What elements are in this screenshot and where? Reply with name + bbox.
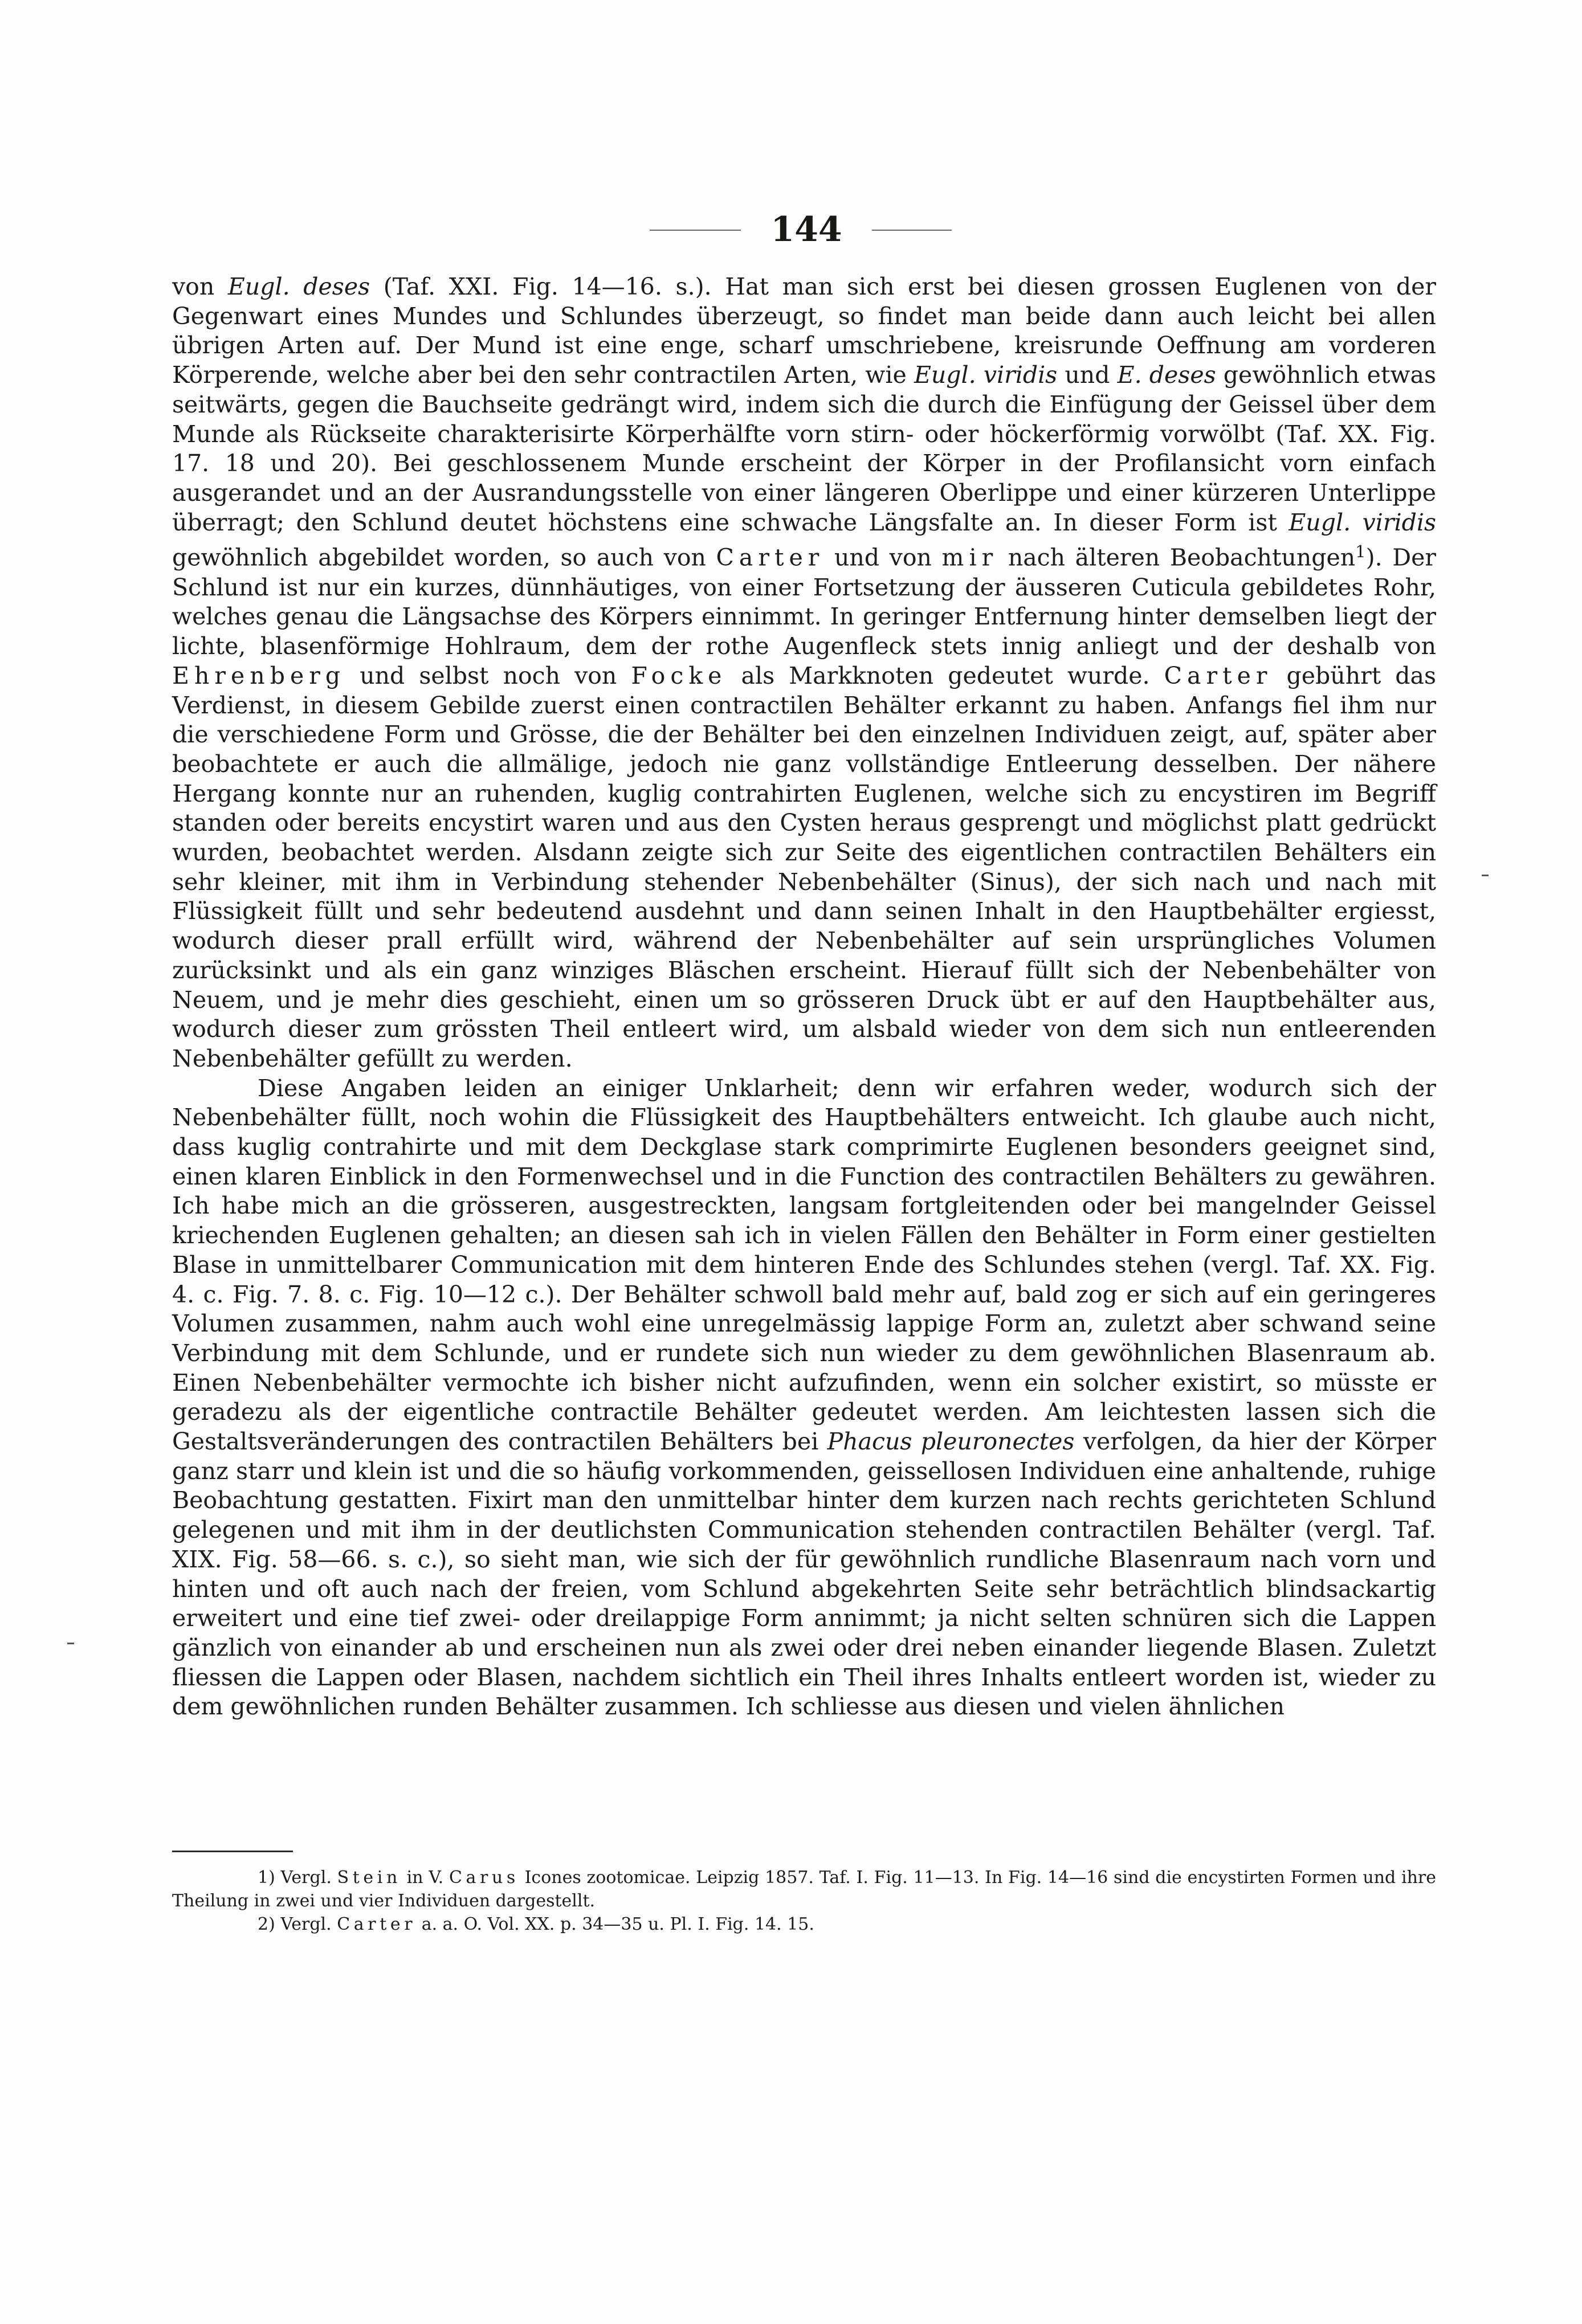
footnote-rule (172, 1851, 293, 1852)
author-name: Focke (631, 661, 727, 689)
text-run: 2) Vergl. (258, 1914, 337, 1934)
body-text (172, 272, 1436, 1722)
author-name: Ehrenberg (172, 661, 346, 689)
species-name: E. deses (1117, 361, 1216, 389)
author-name: Carter (716, 544, 825, 571)
text-run: Diese Angaben leiden an einiger Unklarheit; denn wir erfahren weder, wodurch sich der Nebenbehälter füllt, noch wohin die Flüssigkeit des Hauptbehälters entweicht. Ich glaube auch nicht, dass kuglig contrahirte und mit dem Deckglase stark comprimirte Euglenen besonders geeignet sind, einen klaren Einblick in den Formenwechsel und in die Function des contractilen Behälters zu gewähren. Ich habe mich an die grösseren, ausgestreckten, langsam fortgleitenden oder bei mangelnder Geissel kriechenden Euglenen gehalten; an diesen sah ich in vielen Fällen den Behälter in Form einer gestielten Blase in unmittelbarer Communication mit dem hinteren Ende des Schlundes stehen (vergl. Taf. XX. Fig. 4. c. Fig. 7. 8. c. Fig. 10—12 c.). Der Behälter schwoll bald mehr auf, bald zog er sich auf ein geringeres Volumen zusammen, nahm auch wohl eine unregelmässig lappige Form an, zuletzt aber schwand seine Verbindung mit dem Schlunde, und er rundete sich nun wieder zu dem gewöhnlichen Blasenraum ab. Einen Nebenbehälter vermochte ich bisher nicht aufzufinden, wenn ein solcher existirt, so müsste er geradezu als der eigentliche contractile Behälter gedeutet werden. Am leichtesten lassen sich die Gestaltsveränderungen des contractilen Behälters bei (172, 1074, 1436, 1456)
text-run: a. a. O. Vol. XX. p. 34—35 u. Pl. I. Fig. 14. 15. (416, 1914, 814, 1934)
page-header (0, 210, 1582, 250)
paragraph (172, 1074, 1436, 1722)
text-run: 1) Vergl. (258, 1868, 337, 1888)
text-run: (Taf. XXI. Fig. 14—16. s.). Hat man sich erst bei diesen grossen Euglenen von der Gegenwart eines Mundes und Schlundes überzeugt, so findet man beide dann auch leicht bei allen übrigen Arten auf. Der Mund ist eine enge, scharf umschriebene, kreisrunde Oeffnung am vorderen Körperende, welche aber bei den sehr contractilen Arten, wie (172, 273, 1436, 389)
text-run: gebührt das Verdienst, in diesem Gebilde zuerst einen contractilen Behälter erkannt zu haben. Anfangs fiel ihm nur die verschiedene Form und Grösse, die der Behälter bei den einzelnen Individuen zeigt, auf, später aber beobachtete er auch die allmälige, jedoch nie ganz vollständige Entleerung desselben. Der nähere Hergang konnte nur an ruhenden, kuglig contrahirten Euglenen, welche sich zu encystiren im Begriff standen oder bereits encystirt waren und aus den Cysten heraus gesprengt und möglichst platt gedrückt wurden, beobachtet werden. Alsdann zeigte sich zur Seite des eigentlichen contractilen Behälters ein sehr kleiner, mit ihm in Verbindung stehender Nebenbehälter (Sinus), der sich nach und nach mit Flüssigkeit füllt und sehr bedeutend ausdehnt und dann seinen Inhalt in den Hauptbehälter ergiesst, wodurch dieser prall erfüllt wird, während der Nebenbehälter auf sein ursprüngliches Volumen zurücksinkt und als ein ganz winziges Bläschen erscheint. Hierauf füllt sich der Nebenbehälter von Neuem, und je mehr dies geschieht, einen um so grösseren Druck übt er auf den Hauptbehälter aus, wodurch dieser zum grössten Theil entleert wird, um alsbald wieder von dem sich nun entleerenden Nebenbehälter gefüllt zu werden. (172, 661, 1436, 1072)
species-name: Eugl. viridis (1289, 508, 1436, 536)
page-number: 144 (770, 210, 842, 250)
header-rule-left (650, 230, 741, 231)
text-run: und (1057, 361, 1118, 389)
text-run: verfolgen, da hier der Körper ganz starr und klein ist und die so häufig vorkommenden, geissellosen Individuen eine anhaltende, ruhige Beobachtung gestatten. Fixirt man den unmittelbar hinter dem kurzen nach rechts gerichteten Schlund gelegenen und mit ihm in der deutlichsten Communication stehenden contractilen Behälter (vergl. Taf. XIX. Fig. 58—66. s. c.), so sieht man, wie sich der für gewöhnlich rundliche Blasenraum nach vorn und hinten und oft auch nach der freien, vom Schlund abgekehrten Seite sehr beträchtlich blindsackartig erweitert und eine tief zwei- oder dreilappige Form annimmt; ja nicht selten schnüren sich die Lappen gänzlich von einander ab und erscheinen nun als zwei oder drei neben einander liegende Blasen. Zuletzt fliessen die Lappen oder Blasen, nachdem sichtlich ein Theil ihres Inhalts entleert worden ist, wieder zu dem gewöhnlichen runden Behälter zusammen. Ich schliesse aus diesen und vielen ähnlichen (172, 1428, 1436, 1721)
text-run: in V. (401, 1868, 449, 1888)
text-run: nach älteren Beobachtungen (998, 544, 1356, 571)
author-name: Carter (1164, 661, 1273, 689)
text-run: von (172, 273, 228, 300)
text-run: ). Der Schlund ist nur ein kurzes, dünnhäutiges, von einer Fortsetzung der äusseren Cuticula gebildetes Rohr, welches genau die Längsachse des Körpers einnimmt. In geringer Entfernung hinter demselben liegt der lichte, blasenförmige Hohlraum, dem der rothe Augenfleck stets innig anliegt und der deshalb von (172, 544, 1436, 660)
species-name: Eugl. viridis (914, 361, 1058, 389)
text-run: und selbst noch von (345, 661, 631, 689)
margin-mark (67, 1643, 74, 1644)
footnote-marker: 1 (1355, 542, 1366, 562)
text-run: gewöhnlich abgebildet worden, so auch von (172, 544, 716, 571)
footnotes (172, 1866, 1436, 1936)
margin-mark (1482, 875, 1489, 876)
header-rule-right (872, 230, 952, 231)
author-name: Carus (448, 1868, 519, 1888)
species-name: Eugl. deses (227, 273, 370, 300)
author-name: Stein (337, 1868, 401, 1888)
text-run: Icones zootomicae. Leipzig 1857. Taf. I. Fig. 11—13. In Fig. 14—16 sind die encystirten Formen und ihre Theilung in zwei und vier Individuen dargestellt. (172, 1868, 1436, 1911)
text-run: gewöhnlich etwas seitwärts, gegen die Bauchseite gedrängt wird, indem sich die durch die Einfügung der Geissel über dem Munde als Rückseite charakterisirte Körperhälfte vorn stirn- oder höckerförmig vorwölbt (Taf. XX. Fig. 17. 18 und 20). Bei geschlossenem Munde erscheint der Körper in der Profilansicht vorn einfach ausgerandet und an der Ausrandungsstelle von einer längeren Oberlippe und einer kürzeren Unterlippe überragt; den Schlund deutet höchstens eine schwache Längsfalte an. In dieser Form ist (172, 361, 1436, 536)
paragraph (172, 272, 1436, 1074)
author-name: mir (941, 544, 998, 571)
author-name: Carter (337, 1914, 417, 1934)
footnote (172, 1866, 1436, 1913)
text-run: und von (824, 544, 942, 571)
species-name: Phacus pleuronectes (827, 1428, 1075, 1456)
text-run: als Markknoten gedeutet wurde. (727, 661, 1164, 689)
footnote (172, 1913, 1436, 1936)
